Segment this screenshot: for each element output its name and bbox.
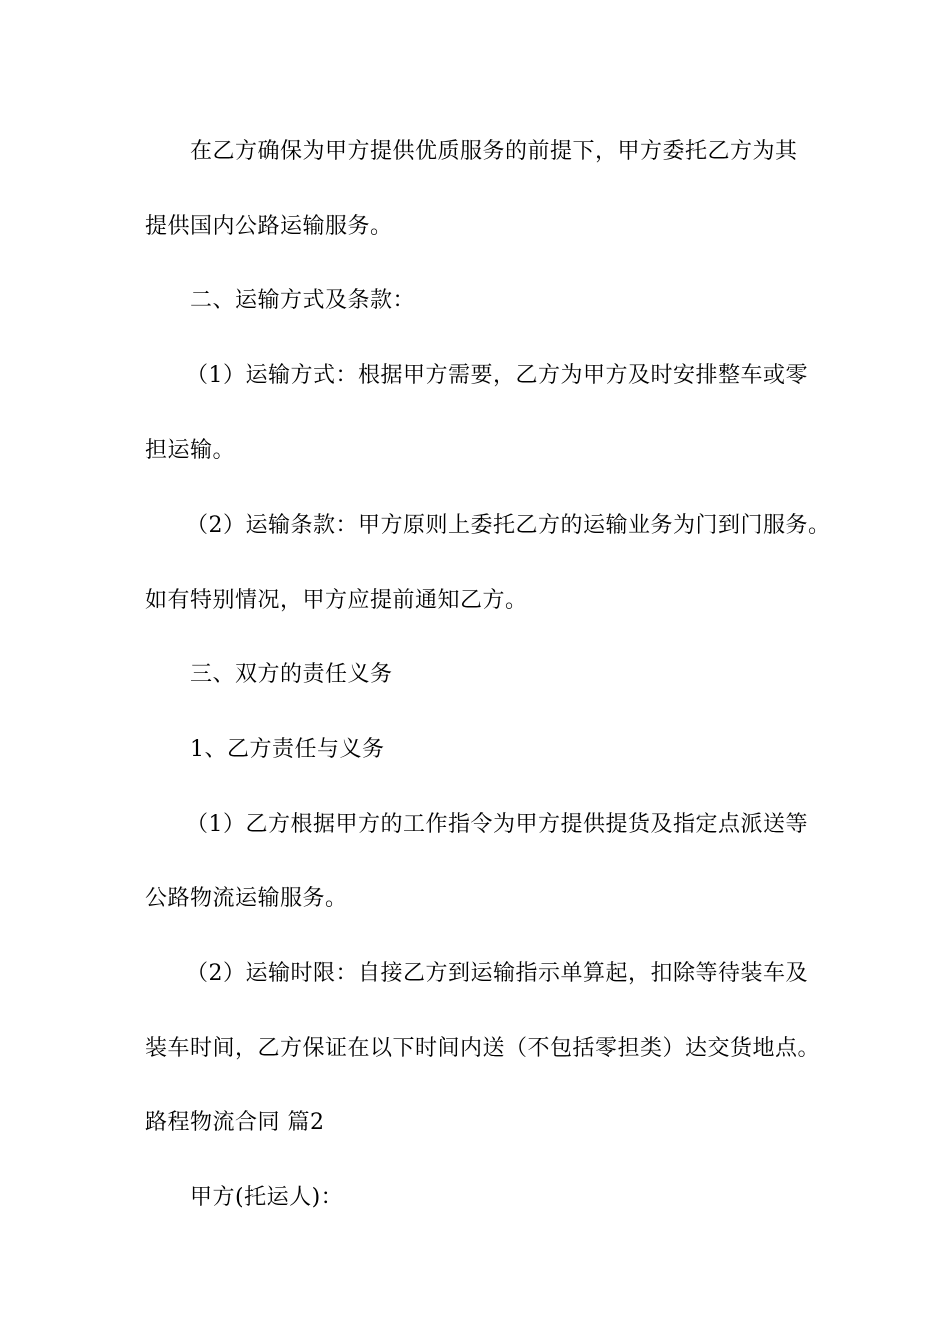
paragraph-line: 提供国内公路运输服务。 xyxy=(145,214,393,239)
section-heading: 二、运输方式及条款： xyxy=(190,288,416,313)
party-label: 甲方(托运人)： xyxy=(190,1185,344,1210)
paragraph-line: （1）运输方式：根据甲方需要，乙方为甲方及时安排整车或零 xyxy=(186,363,808,388)
contract-title: 路程物流合同 篇2 xyxy=(145,1110,325,1135)
section-heading: 三、双方的责任义务 xyxy=(190,662,393,687)
paragraph-line: 如有特别情况，甲方应提前通知乙方。 xyxy=(145,588,528,613)
subsection-heading: 1、乙方责任与义务 xyxy=(190,737,385,762)
paragraph-line: （2）运输条款：甲方原则上委托乙方的运输业务为门到门服务。 xyxy=(186,513,831,538)
paragraph-line: （1）乙方根据甲方的工作指令为甲方提供提货及指定点派送等 xyxy=(186,812,808,837)
paragraph-line: （2）运输时限：自接乙方到运输指示单算起，扣除等待装车及 xyxy=(186,961,808,986)
paragraph-line: 在乙方确保为甲方提供优质服务的前提下，甲方委托乙方为其 xyxy=(190,139,798,164)
paragraph-line: 装车时间，乙方保证在以下时间内送（不包括零担类）达交货地点。 xyxy=(145,1036,821,1061)
paragraph-line: 公路物流运输服务。 xyxy=(145,886,348,911)
paragraph-line: 担运输。 xyxy=(145,438,236,463)
